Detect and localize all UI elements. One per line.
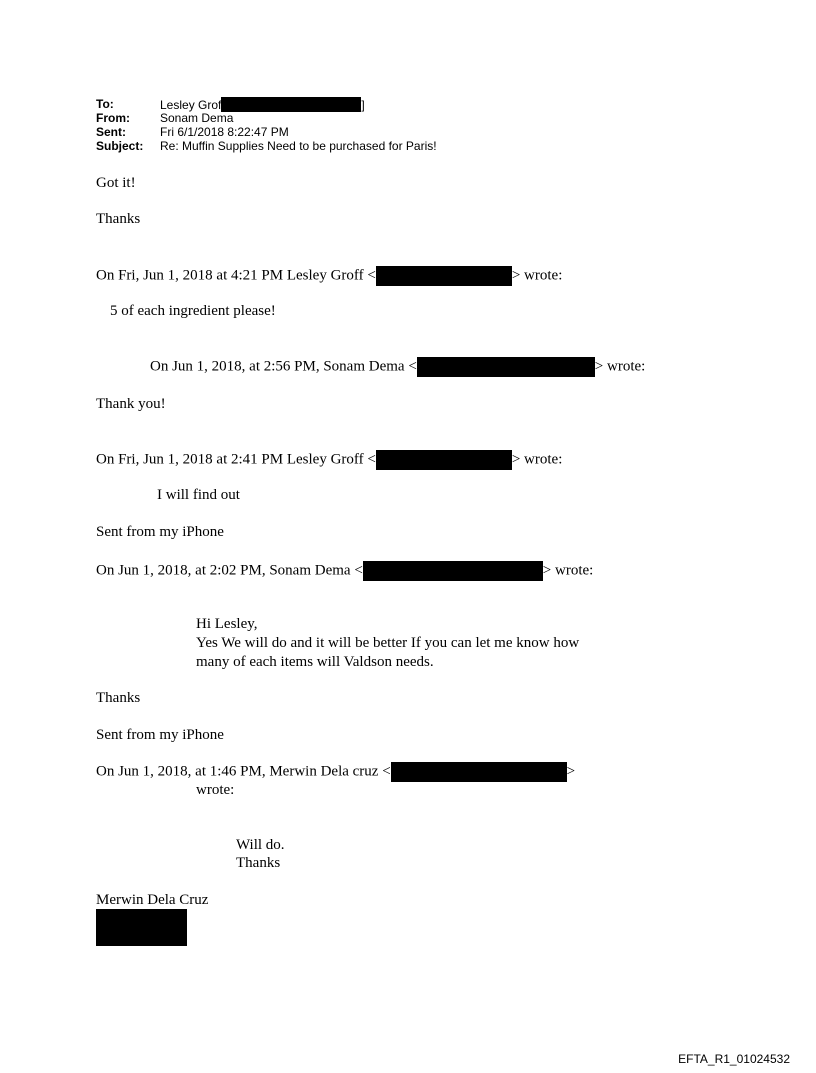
quote4-greeting: Hi Lesley, bbox=[196, 616, 258, 632]
subject-label: Subject: bbox=[96, 139, 144, 153]
quote4-line3: many of each items will Valdson needs. bbox=[196, 654, 434, 670]
signature-redaction-box bbox=[96, 909, 187, 946]
quote2-body: Thank you! bbox=[96, 396, 166, 412]
sent-value: Fri 6/1/2018 8:22:47 PM bbox=[160, 125, 289, 139]
quote4-signature: Sent from my iPhone bbox=[96, 727, 224, 743]
redaction-box bbox=[391, 762, 567, 782]
to-label: To: bbox=[96, 97, 114, 111]
redaction-box bbox=[417, 357, 595, 377]
from-value: Sonam Dema bbox=[160, 111, 234, 125]
quote2-pre: On Jun 1, 2018, at 2:56 PM, Sonam Dema < bbox=[150, 358, 417, 375]
redaction-box bbox=[221, 97, 361, 112]
quote1-header bbox=[96, 266, 562, 286]
quote4-line2: Yes We will do and it will be better If you can let me know how bbox=[196, 635, 580, 651]
quote1-post: > wrote: bbox=[511, 267, 563, 284]
redaction-box bbox=[376, 266, 512, 286]
quote5-line2: Thanks bbox=[236, 855, 281, 871]
body-line-thanks: Thanks bbox=[96, 211, 141, 227]
redaction-box bbox=[376, 450, 512, 470]
quote5-wrote: wrote: bbox=[196, 782, 235, 798]
quote3-header bbox=[96, 450, 562, 470]
quote3-signature: Sent from my iPhone bbox=[96, 524, 224, 540]
signature-name: Merwin Dela Cruz bbox=[96, 892, 209, 908]
quote2-header bbox=[150, 357, 645, 377]
to-bracket: ] bbox=[361, 98, 365, 112]
quote3-body: I will find out bbox=[157, 487, 240, 503]
quote4-thanks: Thanks bbox=[96, 690, 141, 706]
sent-label: Sent: bbox=[96, 125, 126, 139]
quote5-header bbox=[96, 762, 575, 782]
quote2-post: > wrote: bbox=[594, 358, 646, 375]
quote1-pre: On Fri, Jun 1, 2018 at 4:21 PM Lesley Groff < bbox=[96, 267, 376, 284]
quote5-line1: Will do. bbox=[236, 837, 285, 853]
from-label: From: bbox=[96, 111, 130, 125]
quote5-post: > bbox=[566, 763, 576, 780]
quote3-post: > wrote: bbox=[511, 451, 563, 468]
redaction-box bbox=[363, 561, 543, 581]
quote4-post: > wrote: bbox=[542, 562, 594, 579]
to-value bbox=[160, 97, 365, 112]
body-line-got-it: Got it! bbox=[96, 175, 136, 191]
email-header bbox=[96, 97, 696, 161]
quote1-body: 5 of each ingredient please! bbox=[110, 303, 276, 319]
quote4-pre: On Jun 1, 2018, at 2:02 PM, Sonam Dema < bbox=[96, 562, 363, 579]
to-name: Lesley Grof bbox=[160, 98, 222, 112]
quote4-header bbox=[96, 561, 593, 581]
quote3-pre: On Fri, Jun 1, 2018 at 2:41 PM Lesley Groff < bbox=[96, 451, 376, 468]
quote5-pre: On Jun 1, 2018, at 1:46 PM, Merwin Dela cruz < bbox=[96, 763, 391, 780]
subject-value: Re: Muffin Supplies Need to be purchased for Paris! bbox=[160, 139, 437, 153]
document-id: EFTA_R1_01024532 bbox=[678, 1052, 790, 1066]
